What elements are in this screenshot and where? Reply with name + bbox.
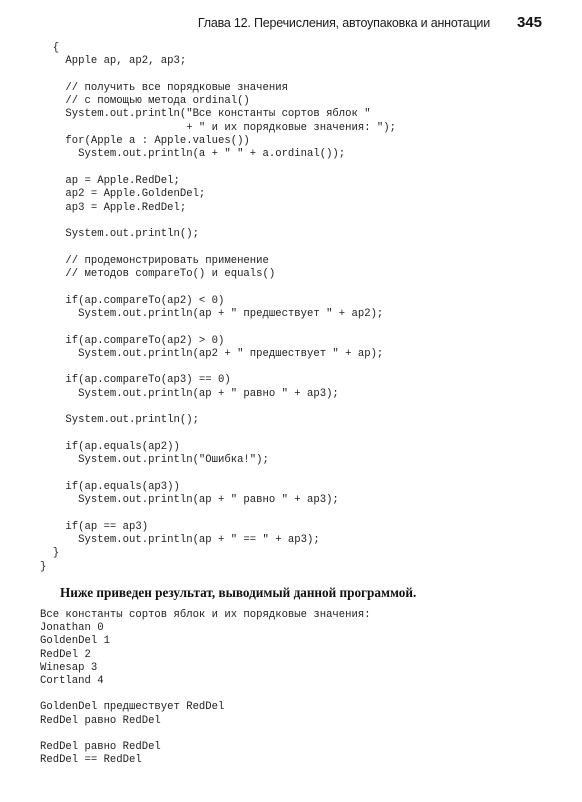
code-line: // методов compareTo() и equals() — [40, 268, 276, 281]
output-line: Jonathan 0 — [40, 622, 104, 635]
output-line: RedDel равно RedDel — [40, 741, 161, 754]
code-line: // получить все порядковые значения — [40, 81, 288, 94]
code-line — [40, 428, 396, 441]
code-line: System.out.println(a + " " + a.ordinal()); — [40, 148, 346, 161]
code-line: System.out.println(ap2 + " предшествует " + ap); — [40, 347, 384, 360]
output-line: Cortland 4 — [40, 675, 104, 688]
running-header — [0, 14, 582, 36]
code-line — [40, 401, 396, 414]
output-line: Winesap 3 — [40, 661, 98, 674]
code-line: // продемонстрировать применение — [40, 254, 269, 267]
output-line — [40, 728, 371, 741]
code-line: System.out.println(ap + " предшествует " + ap2); — [40, 307, 384, 320]
code-line — [40, 321, 396, 334]
code-line: // с помощью метода ordinal() — [40, 95, 250, 108]
code-line: Apple ap, ap2, ap3; — [40, 55, 187, 68]
output-line: GoldenDel 1 — [40, 635, 110, 648]
code-line — [40, 507, 396, 520]
code-line: if(ap.compareTo(ap2) < 0) — [40, 294, 225, 307]
code-line: for(Apple a : Apple.values()) — [40, 135, 250, 148]
code-line: ap3 = Apple.RedDel; — [40, 201, 187, 214]
code-line: if(ap.compareTo(ap2) > 0) — [40, 334, 225, 347]
output-caption: Ниже приведен результат, выводимый данной программой. — [60, 585, 417, 600]
code-line: if(ap.compareTo(ap3) == 0) — [40, 374, 231, 387]
code-line: System.out.println(ap + " равно " + ap3); — [40, 387, 339, 400]
code-line: System.out.println("Ошибка!"); — [40, 454, 269, 467]
program-output — [40, 609, 371, 767]
code-line: System.out.println(ap + " == " + ap3); — [40, 533, 320, 546]
code-line: System.out.println(ap + " равно " + ap3); — [40, 494, 339, 507]
code-line: System.out.println(); — [40, 414, 199, 427]
output-line: RedDel == RedDel — [40, 754, 142, 767]
code-line — [40, 215, 396, 228]
code-listing — [40, 42, 396, 574]
output-line: RedDel 2 — [40, 648, 91, 661]
code-line: { — [40, 42, 60, 54]
code-line — [40, 468, 396, 481]
code-line: } — [40, 547, 60, 560]
code-line: + " и их порядковые значения: "); — [40, 121, 397, 134]
code-line: } — [40, 560, 47, 573]
chapter-title: Глава 12. Перечисления, автоупаковка и аннотации — [197, 16, 490, 30]
code-line: if(ap.equals(ap2)) — [40, 440, 180, 453]
code-line: ap2 = Apple.GoldenDel; — [40, 188, 206, 201]
code-line: if(ap.equals(ap3)) — [40, 480, 180, 493]
code-line — [40, 69, 396, 82]
code-line: if(ap == ap3) — [40, 520, 149, 533]
code-line: System.out.println("Все константы сортов яблок " — [40, 108, 371, 121]
code-line — [40, 241, 396, 254]
code-line: System.out.println(); — [40, 228, 199, 241]
output-line: Все константы сортов яблок и их порядковые значения: — [40, 609, 371, 621]
code-line — [40, 361, 396, 374]
page-number: 345 — [516, 14, 542, 31]
output-line — [40, 688, 371, 701]
code-line — [40, 281, 396, 294]
output-line: GoldenDel предшествует RedDel — [40, 701, 225, 714]
code-line: ap = Apple.RedDel; — [40, 174, 180, 187]
code-line — [40, 162, 396, 175]
output-line: RedDel равно RedDel — [40, 714, 161, 727]
